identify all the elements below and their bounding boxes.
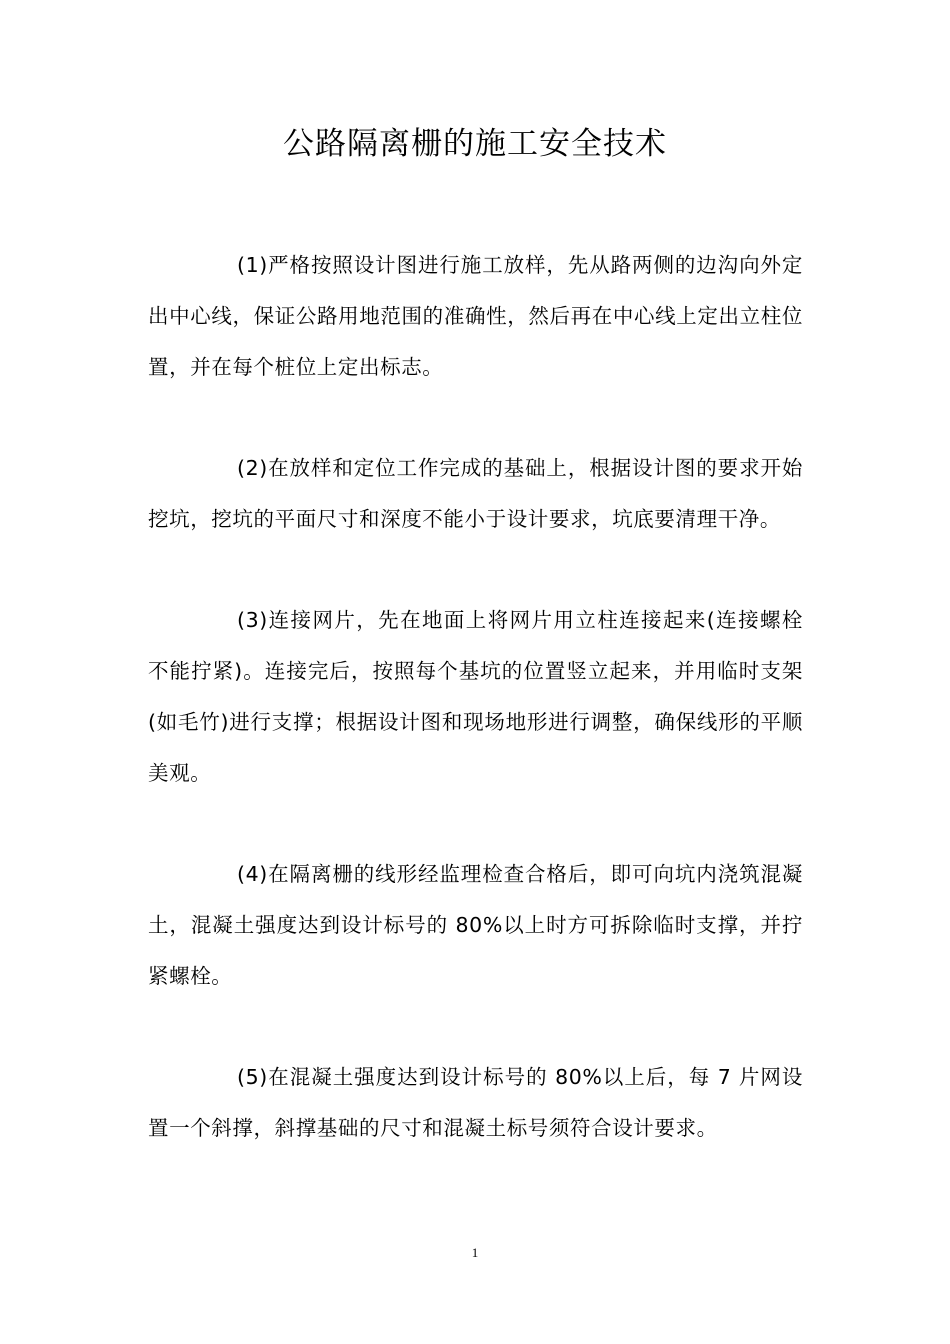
paragraph-3: (3)连接网片，先在地面上将网片用立柱连接起来(连接螺栓不能拧紧)。连接完后，按照每个基坑的位置竖立起来，并用临时支架(如毛竹)进行支撑；根据设计图和现场地形进行调整，确保线形的平顺美观。 xyxy=(148,608,803,785)
document-body xyxy=(148,240,803,1204)
paragraph-5: (5)在混凝土强度达到设计标号的 80%以上后，每 7 片网设置一个斜撑，斜撑基础的尺寸和混凝土标号须符合设计要求。 xyxy=(148,1065,803,1140)
paragraph-1: (1)严格按照设计图进行施工放样，先从路两侧的边沟向外定出中心线，保证公路用地范围的准确性，然后再在中心线上定出立柱位置，并在每个桩位上定出标志。 xyxy=(148,253,803,379)
paragraph-4: (4)在隔离栅的线形经监理检查合格后，即可向坑内浇筑混凝土，混凝土强度达到设计标号的 80%以上时方可拆除临时支撑，并拧紧螺栓。 xyxy=(148,862,803,988)
document-title: 公路隔离栅的施工安全技术 xyxy=(283,126,667,162)
page-number: 1 xyxy=(471,1245,479,1260)
paragraph-2: (2)在放样和定位工作完成的基础上，根据设计图的要求开始挖坑，挖坑的平面尺寸和深度不能小于设计要求，坑底要清理干净。 xyxy=(148,456,803,531)
